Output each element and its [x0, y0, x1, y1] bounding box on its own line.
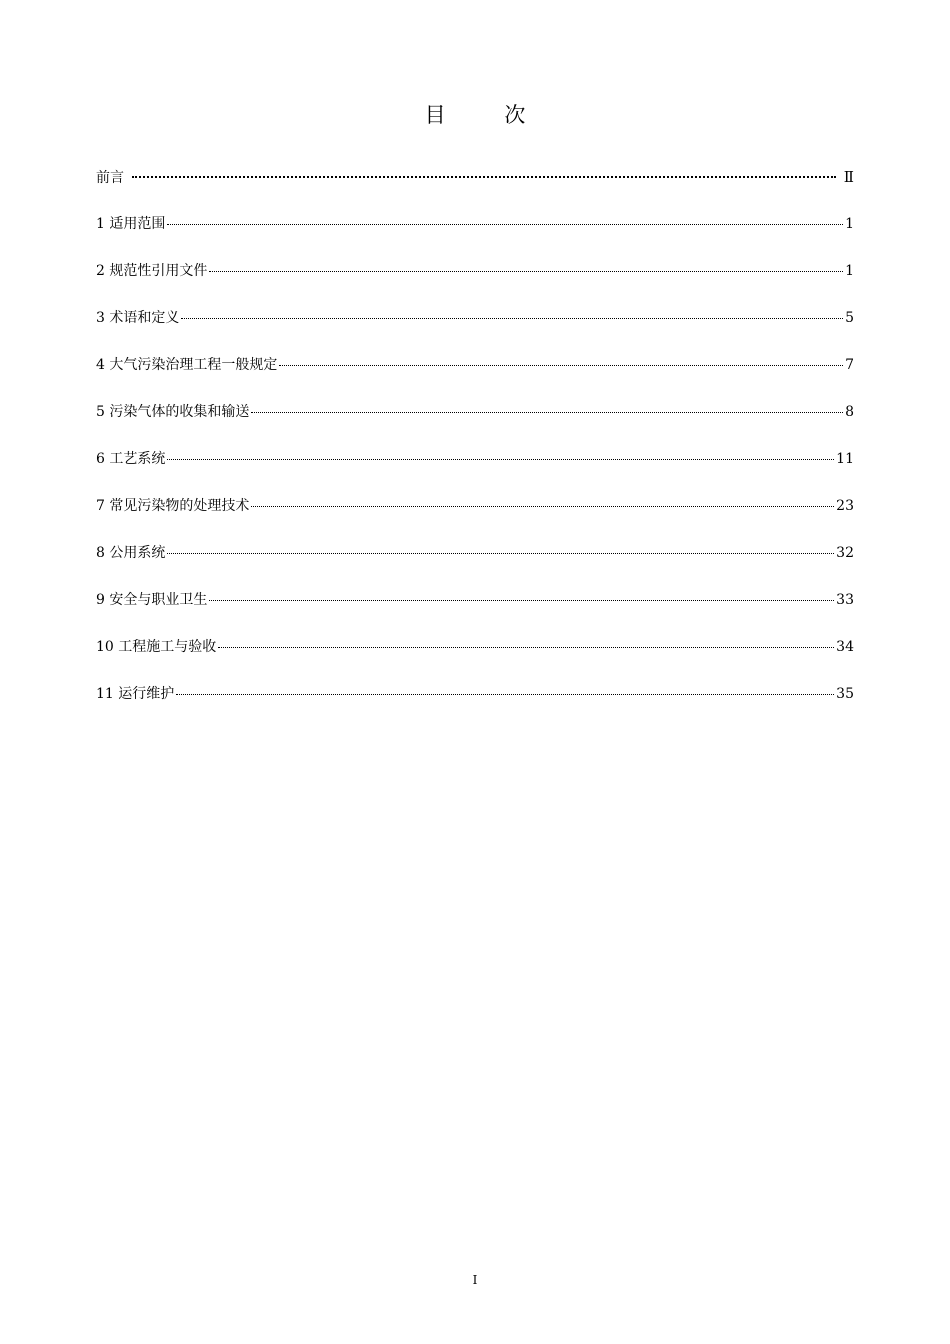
page-number: I [472, 1273, 478, 1287]
toc-entry-process-system[interactable] [96, 448, 854, 495]
toc-dot-leader [209, 600, 834, 601]
toc-entry-label: 8 公用系统 [96, 545, 166, 561]
toc-entry-label: 6 工艺系统 [96, 451, 166, 467]
toc-dot-leader [209, 271, 843, 272]
toc-entry-normative-references[interactable] [96, 260, 854, 307]
toc-entry-page: Ⅱ [843, 168, 854, 186]
toc-entry-label: 7 常见污染物的处理技术 [96, 498, 250, 514]
toc-entry-general-provisions[interactable] [96, 354, 854, 401]
toc-entry-page: 7 [845, 357, 854, 373]
toc-dot-leader [181, 318, 843, 319]
page-title: 目 次 [424, 103, 552, 127]
toc-entry-preface[interactable] [96, 166, 854, 213]
toc-entry-label: 11 运行维护 [96, 686, 175, 702]
toc-entry-label: 5 污染气体的收集和输送 [96, 404, 250, 420]
toc-entry-label: 2 规范性引用文件 [96, 263, 208, 279]
toc-entry-label: 10 工程施工与验收 [96, 639, 217, 655]
toc-entry-gas-collection[interactable] [96, 401, 854, 448]
toc-entry-page: 34 [836, 639, 854, 655]
toc-dot-leader [251, 506, 834, 507]
toc-entry-label: 1 适用范围 [96, 216, 166, 232]
toc-entry-page: 1 [845, 216, 854, 232]
toc-entry-safety-health[interactable] [96, 589, 854, 636]
toc-dot-leader [132, 176, 836, 178]
toc-dot-leader [167, 224, 843, 225]
toc-entry-page: 35 [836, 686, 854, 702]
toc-entry-label: 4 大气污染治理工程一般规定 [96, 357, 278, 373]
toc-entry-scope[interactable] [96, 213, 854, 260]
toc-entry-page: 23 [836, 498, 854, 514]
toc-dot-leader [218, 647, 834, 648]
toc-dot-leader [176, 694, 834, 695]
toc-entry-page: 1 [845, 263, 854, 279]
toc-entry-treatment-techniques[interactable] [96, 495, 854, 542]
toc-entry-label: 9 安全与职业卫生 [96, 592, 208, 608]
toc-entry-page: 33 [836, 592, 854, 608]
toc-entry-page: 11 [836, 451, 854, 467]
toc-entry-page: 8 [845, 404, 854, 420]
toc-entry-label: 3 术语和定义 [96, 310, 180, 326]
toc-entry-label: 前言 [96, 170, 124, 186]
toc-entry-utility-system[interactable] [96, 542, 854, 589]
toc-entry-page: 5 [845, 310, 854, 326]
toc-dot-leader [167, 553, 834, 554]
toc-entry-terms-definitions[interactable] [96, 307, 854, 354]
table-of-contents [96, 166, 854, 730]
toc-dot-leader [251, 412, 843, 413]
toc-entry-page: 32 [836, 545, 854, 561]
toc-dot-leader [167, 459, 834, 460]
toc-dot-leader [279, 365, 843, 366]
toc-entry-construction-acceptance[interactable] [96, 636, 854, 683]
toc-entry-operation-maintenance[interactable] [96, 683, 854, 730]
